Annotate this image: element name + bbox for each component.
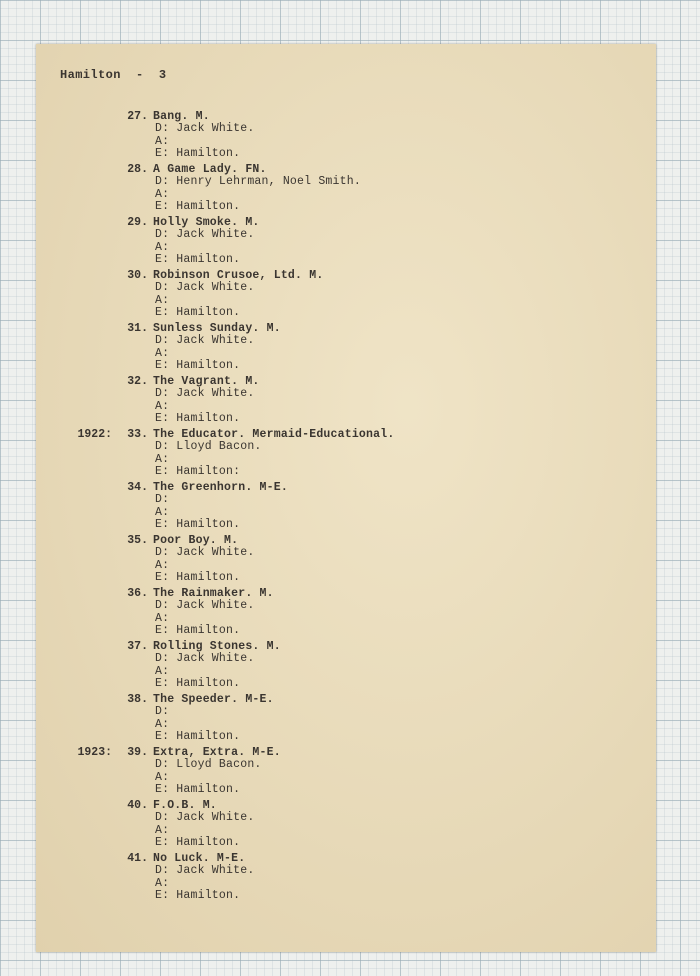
- list-item: [0, 746, 700, 799]
- entry-number: 37.: [127, 640, 148, 653]
- entry-number: 35.: [127, 534, 148, 547]
- entry-actors: A:: [155, 453, 170, 466]
- entry-director: D: Henry Lehrman, Noel Smith.: [155, 175, 361, 188]
- entry-director: D: Jack White.: [155, 122, 255, 135]
- entry-editor: E: Hamilton:: [155, 465, 241, 478]
- entry-director: D: Jack White.: [155, 652, 255, 665]
- entry-editor: E: Hamilton.: [155, 253, 241, 266]
- list-item: [0, 163, 700, 216]
- entry-editor: E: Hamilton.: [155, 836, 241, 849]
- entry-actors: A:: [155, 135, 170, 148]
- list-item: [0, 269, 700, 322]
- entry-number: 32.: [127, 375, 148, 388]
- entry-director: D: Jack White.: [155, 546, 255, 559]
- entry-director: D:: [155, 493, 170, 506]
- entry-actors: A:: [155, 400, 170, 413]
- entry-number: 28.: [127, 163, 148, 176]
- entry-editor: E: Hamilton.: [155, 571, 241, 584]
- entry-actors: A:: [155, 506, 170, 519]
- entry-number: 39.: [127, 746, 148, 759]
- entry-title: Poor Boy. M.: [153, 534, 239, 547]
- entry-director: D: Jack White.: [155, 387, 255, 400]
- list-item: [0, 216, 700, 269]
- entry-editor: E: Hamilton.: [155, 200, 241, 213]
- entry-actors: A:: [155, 347, 170, 360]
- list-item: [0, 640, 700, 693]
- entry-actors: A:: [155, 241, 170, 254]
- entry-editor: E: Hamilton.: [155, 677, 241, 690]
- entry-director: D: Jack White.: [155, 599, 255, 612]
- entry-number: 30.: [127, 269, 148, 282]
- entry-actors: A:: [155, 718, 170, 731]
- entry-title: Robinson Crusoe, Ltd. M.: [153, 269, 324, 282]
- list-item: [0, 852, 700, 905]
- entry-actors: A:: [155, 559, 170, 572]
- list-item: [0, 428, 700, 481]
- entry-editor: E: Hamilton.: [155, 359, 241, 372]
- entry-actors: A:: [155, 824, 170, 837]
- list-item: [0, 534, 700, 587]
- list-item: [0, 322, 700, 375]
- page-header: Hamilton - 3: [60, 68, 167, 82]
- list-item: [0, 375, 700, 428]
- entry-director: D: Lloyd Bacon.: [155, 440, 262, 453]
- entry-title: The Educator. Mermaid-Educational.: [153, 428, 395, 441]
- entry-editor: E: Hamilton.: [155, 518, 241, 531]
- entry-director: D: Jack White.: [155, 811, 255, 824]
- entry-editor: E: Hamilton.: [155, 624, 241, 637]
- list-item: [0, 799, 700, 852]
- entry-actors: A:: [155, 877, 170, 890]
- entry-number: 29.: [127, 216, 148, 229]
- entry-editor: E: Hamilton.: [155, 306, 241, 319]
- entry-title: The Greenhorn. M-E.: [153, 481, 288, 494]
- entry-actors: A:: [155, 612, 170, 625]
- entry-title: F.O.B. M.: [153, 799, 217, 812]
- entry-number: 34.: [127, 481, 148, 494]
- entry-title: Bang. M.: [153, 110, 210, 123]
- entry-year: 1923:: [77, 746, 112, 759]
- entry-year: 1922:: [77, 428, 112, 441]
- list-item: [0, 481, 700, 534]
- entry-title: Extra, Extra. M-E.: [153, 746, 281, 759]
- entry-title: Holly Smoke. M.: [153, 216, 260, 229]
- entry-director: D: Jack White.: [155, 281, 255, 294]
- entry-editor: E: Hamilton.: [155, 147, 241, 160]
- entry-title: A Game Lady. FN.: [153, 163, 267, 176]
- entry-actors: A:: [155, 665, 170, 678]
- entry-number: 36.: [127, 587, 148, 600]
- entry-editor: E: Hamilton.: [155, 889, 241, 902]
- entry-number: 40.: [127, 799, 148, 812]
- entry-title: Sunless Sunday. M.: [153, 322, 281, 335]
- entry-number: 31.: [127, 322, 148, 335]
- list-item: [0, 587, 700, 640]
- entry-title: The Vagrant. M.: [153, 375, 260, 388]
- filmography-list: [0, 110, 700, 905]
- entry-title: The Rainmaker. M.: [153, 587, 274, 600]
- entry-number: 33.: [127, 428, 148, 441]
- entry-director: D: Lloyd Bacon.: [155, 758, 262, 771]
- entry-director: D: Jack White.: [155, 864, 255, 877]
- entry-director: D: Jack White.: [155, 334, 255, 347]
- entry-editor: E: Hamilton.: [155, 783, 241, 796]
- entry-actors: A:: [155, 294, 170, 307]
- entry-number: 27.: [127, 110, 148, 123]
- entry-actors: A:: [155, 188, 170, 201]
- entry-actors: A:: [155, 771, 170, 784]
- entry-director: D:: [155, 705, 170, 718]
- entry-number: 41.: [127, 852, 148, 865]
- entry-number: 38.: [127, 693, 148, 706]
- entry-editor: E: Hamilton.: [155, 730, 241, 743]
- list-item: [0, 693, 700, 746]
- entry-director: D: Jack White.: [155, 228, 255, 241]
- list-item: [0, 110, 700, 163]
- entry-title: The Speeder. M-E.: [153, 693, 274, 706]
- entry-editor: E: Hamilton.: [155, 412, 241, 425]
- entry-title: No Luck. M-E.: [153, 852, 246, 865]
- entry-title: Rolling Stones. M.: [153, 640, 281, 653]
